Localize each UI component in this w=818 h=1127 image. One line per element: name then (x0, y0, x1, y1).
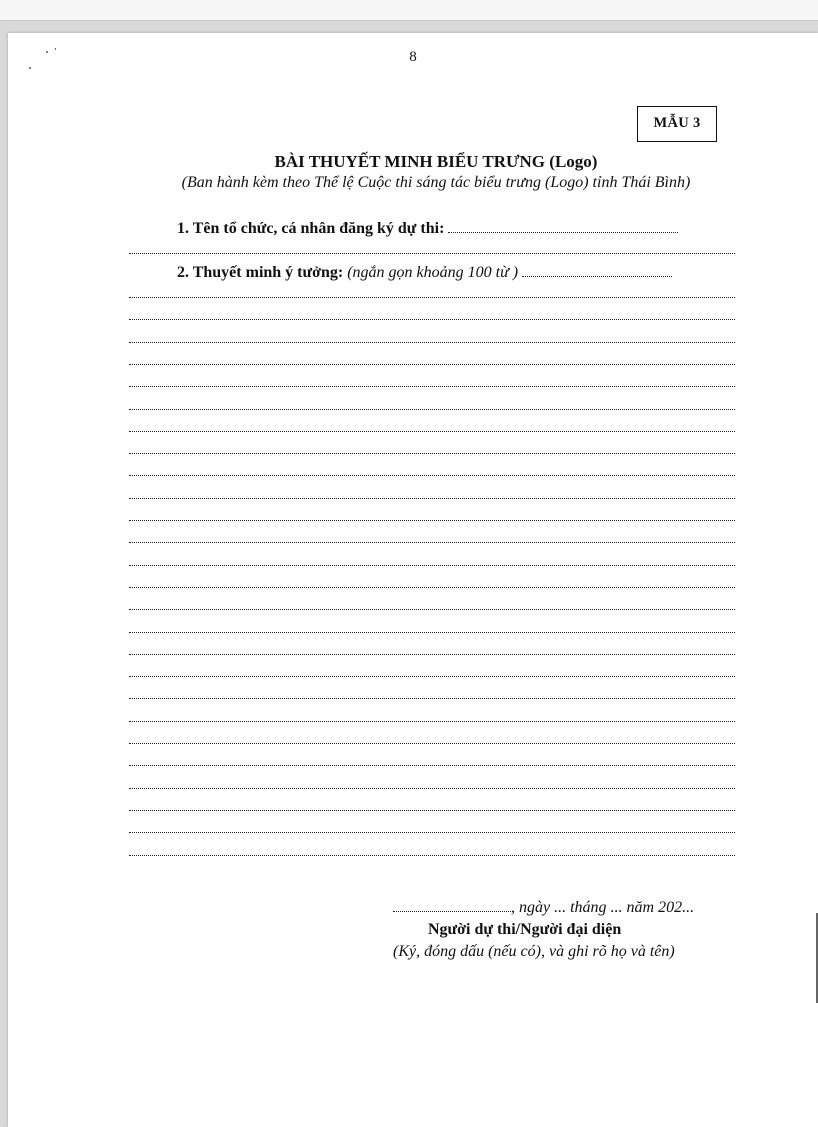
field-organization-line (177, 220, 735, 242)
page-number: 8 (409, 49, 417, 65)
field-idea-blank[interactable] (522, 276, 672, 277)
blank-dotted-line[interactable] (129, 386, 735, 387)
blank-dotted-line[interactable] (129, 632, 735, 633)
blank-dotted-line[interactable] (129, 832, 735, 833)
blank-dotted-line[interactable] (129, 342, 735, 343)
blank-dotted-line[interactable] (129, 475, 735, 476)
blank-dotted-line[interactable] (129, 765, 735, 766)
blank-dotted-line[interactable] (129, 565, 735, 566)
blank-dotted-line[interactable] (129, 609, 735, 610)
blank-dotted-line[interactable] (129, 297, 735, 298)
blank-dotted-line[interactable] (129, 676, 735, 677)
blank-dotted-line[interactable] (129, 409, 735, 410)
blank-dotted-line[interactable] (129, 253, 735, 254)
blank-dotted-line[interactable] (129, 654, 735, 655)
blank-dotted-line[interactable] (129, 698, 735, 699)
blank-dotted-line[interactable] (129, 788, 735, 789)
blank-dotted-line[interactable] (129, 587, 735, 588)
blank-dotted-line[interactable] (129, 743, 735, 744)
field-idea-line (177, 264, 735, 286)
previous-page-edge (0, 0, 818, 21)
date-text: , ngày ... tháng ... năm 202... (511, 899, 695, 916)
field-idea-hint: (ngắn gọn khoảng 100 từ ) (347, 264, 519, 281)
document-subtitle: (Ban hành kèm theo Thể lệ Cuộc thi sáng tác biểu trưng (Logo) tỉnh Thái Bình) (181, 174, 691, 191)
signer-title: Người dự thi/Người đại diện (428, 921, 622, 938)
blank-dotted-line[interactable] (129, 319, 735, 320)
blank-dotted-line[interactable] (129, 855, 735, 856)
document-page (8, 33, 818, 1127)
blank-dotted-line[interactable] (129, 721, 735, 722)
blank-dotted-line[interactable] (129, 364, 735, 365)
form-code-box: MẪU 3 (637, 106, 717, 142)
document-title: BÀI THUYẾT MINH BIỂU TRƯNG (Logo) (274, 152, 598, 171)
blank-dotted-line[interactable] (129, 520, 735, 521)
blank-dotted-line[interactable] (129, 431, 735, 432)
field-organization-label: 1. Tên tổ chức, cá nhân đăng ký dự thi: (177, 220, 445, 237)
blank-dotted-line[interactable] (129, 453, 735, 454)
date-line (393, 899, 694, 917)
signer-note: (Ký, đóng dấu (nếu có), và ghi rõ họ và tên) (393, 943, 675, 960)
blank-dotted-line[interactable] (129, 498, 735, 499)
field-idea-label: 2. Thuyết minh ý tưởng: (177, 264, 344, 281)
blank-dotted-line[interactable] (129, 542, 735, 543)
blank-dotted-line[interactable] (129, 810, 735, 811)
place-blank[interactable] (393, 911, 511, 912)
scan-speck (29, 67, 31, 69)
field-organization-blank[interactable] (448, 232, 678, 233)
